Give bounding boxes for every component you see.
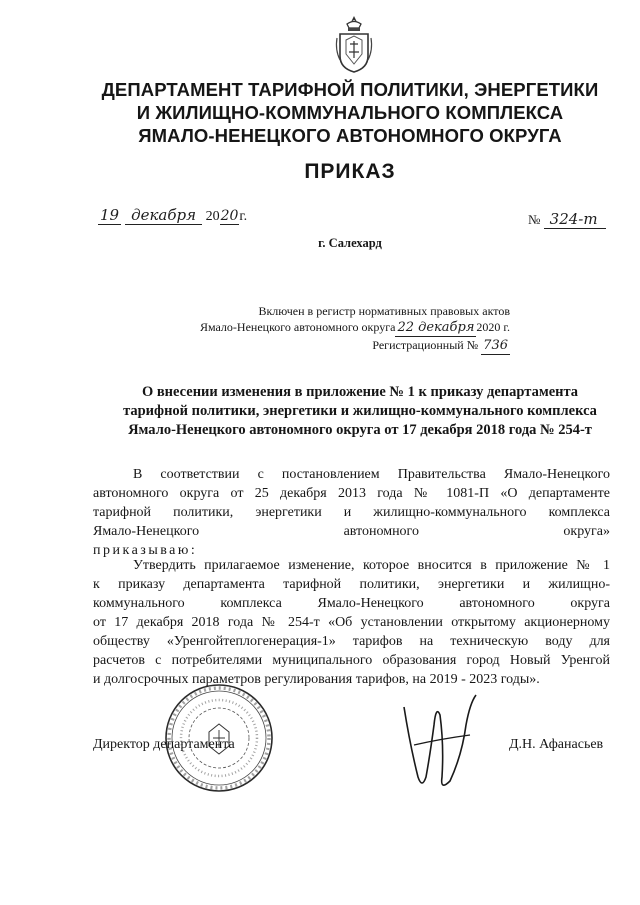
operative-line-7: и долгосрочных параметров регулирования тарифов, на 2019 - 2023 годы». bbox=[93, 672, 540, 687]
subject-line-3: Ямало-Ненецкого автономного округа от 17 декабря 2018 года № 254-т bbox=[128, 422, 592, 438]
subject-line-1: О внесении изменения в приложение № 1 к приказу департамента bbox=[141, 384, 579, 400]
document-type-heading: ПРИКАЗ bbox=[304, 160, 396, 183]
subject-line-2: тарифной политики, энергетики и жилищно-коммунального комплекса bbox=[123, 403, 597, 419]
date-month: декабря bbox=[125, 206, 202, 225]
date-year-suffix: г. bbox=[239, 209, 248, 224]
registry-note bbox=[180, 303, 510, 355]
registry-number-handwritten: 736 bbox=[483, 338, 508, 353]
signer-name: Д.Н. Афанасьев bbox=[509, 737, 604, 752]
registry-line-2-suffix: 2020 г. bbox=[476, 320, 510, 334]
order-verb: приказываю: bbox=[93, 543, 198, 558]
organization-title bbox=[40, 78, 640, 147]
handwritten-signature bbox=[400, 685, 500, 795]
operative-line-6: расчетов с потребителями муниципального образования город Новый Уренгой bbox=[93, 653, 610, 668]
registry-date-handwritten: 22 декабря bbox=[397, 320, 475, 335]
number-label: № bbox=[528, 212, 541, 227]
registry-line-3-prefix: Регистрационный № bbox=[372, 338, 479, 352]
preamble-line-3: тарифной политики, энергетики и жилищно-коммунального комплекса bbox=[93, 505, 610, 520]
preamble-line-4-prefix: Ямало-Ненецкого автономного округа» bbox=[93, 524, 610, 539]
number-value: 324-т bbox=[544, 210, 606, 229]
operative-line-4: от 17 декабря 2018 года № 254-т «Об установлении открытому акционерному bbox=[93, 615, 610, 630]
registry-line-3 bbox=[180, 337, 510, 355]
registry-line-1: Включен в регистр нормативных правовых актов bbox=[258, 304, 510, 318]
coat-of-arms-icon bbox=[334, 14, 374, 76]
org-title-line-1: ДЕПАРТАМЕНТ ТАРИФНОЙ ПОЛИТИКИ, ЭНЕРГЕТИКИ bbox=[101, 79, 599, 100]
operative-line-1: Утвердить прилагаемое изменение, которое вносится в приложение № 1 bbox=[133, 558, 610, 573]
order-subject bbox=[80, 383, 640, 440]
registry-line-2-prefix: Ямало-Ненецкого автономного округа bbox=[199, 320, 396, 334]
order-date bbox=[98, 206, 247, 225]
operative-line-3: коммунального комплекса Ямало-Ненецкого автономного округа bbox=[93, 596, 610, 611]
preamble-paragraph bbox=[93, 465, 610, 560]
preamble-line-2: автономного округа от 25 декабря 2013 года № 1081-П «О департаменте bbox=[93, 486, 610, 501]
signer-position: Директор департамента bbox=[93, 737, 235, 752]
date-day: 19 bbox=[100, 206, 120, 224]
order-number bbox=[528, 210, 606, 229]
date-year-prefix: 20 bbox=[205, 209, 220, 224]
preamble-line-1: В соответствии с постановлением Правительства Ямало-Ненецкого bbox=[133, 467, 610, 482]
org-title-line-2: И ЖИЛИЩНО-КОММУНАЛЬНОГО КОМПЛЕКСА bbox=[136, 102, 564, 123]
operative-line-2: к приказу департамента тарифной политики, энергетики и жилищно- bbox=[93, 577, 610, 592]
operative-line-5: обществу «Уренгойтеплогенерация-1» тарифов на техническую воду для bbox=[93, 634, 610, 649]
operative-paragraph bbox=[93, 556, 610, 689]
date-year-handwritten: 20 bbox=[220, 208, 239, 224]
city-name: г. Салехард bbox=[318, 236, 382, 250]
registry-line-2 bbox=[180, 319, 510, 337]
preamble-line-4 bbox=[93, 522, 610, 560]
org-title-line-3: ЯМАЛО-НЕНЕЦКОГО АВТОНОМНОГО ОКРУГА bbox=[138, 125, 562, 146]
